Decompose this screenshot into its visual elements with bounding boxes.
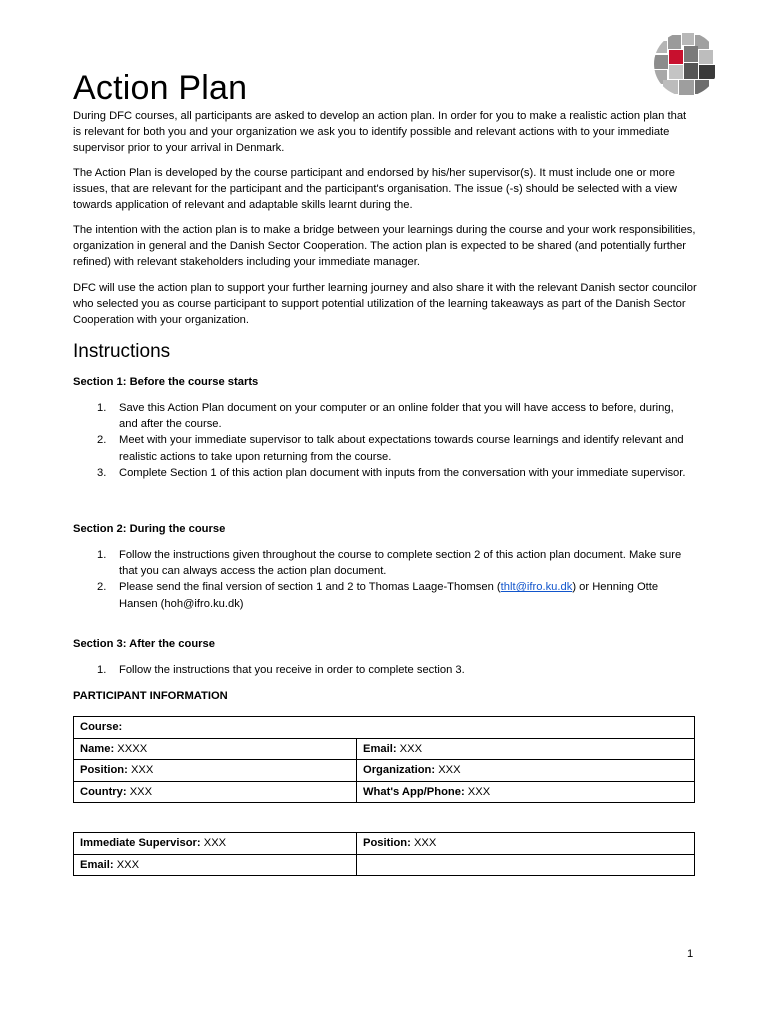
empty-cell[interactable] (357, 854, 695, 876)
course-cell[interactable]: Course: (74, 717, 695, 739)
list-item: 3. Complete Section 1 of this action plan document with inputs from the conversation with your immediate supervisor. (97, 466, 686, 479)
instructions-heading: Instructions (73, 341, 171, 362)
section3-heading: Section 3: After the course (73, 638, 215, 650)
list-item: 1. Follow the instructions given throughout the course to complete section 2 of this action plan document. Make sure that you can always access the action plan document. (97, 549, 682, 578)
email-link-thlt[interactable]: thlt@ifro.ku.dk (500, 581, 573, 594)
section3-list (73, 662, 689, 678)
list-item: 2. Meet with your immediate supervisor to talk about expectations towards course learnings and identify relevant and realistic actions to take upon returning from the course. (97, 434, 684, 463)
name-cell[interactable]: Name: XXXX (74, 738, 357, 760)
email-cell[interactable]: Email: XXX (357, 738, 695, 760)
intro-paragraph-1: During DFC courses, all participants are asked to develop an action plan. In order for you to make a realistic action plan that is relevant for both you and your organization we ask you to identify possible and relevant actions with to your immediate supervisor prior to your arrival in Denmark. (73, 110, 687, 155)
page-title: Action Plan (73, 69, 248, 107)
intro-paragraph-4: DFC will use the action plan to support your further learning journey and also share it with the relevant Danish sector councilor who selected you as course participant to support potential utilization of the learning takeaways as part of the Danish Sector Cooperation with your organization. (73, 282, 697, 327)
page-number: 1 (687, 948, 694, 960)
section1-list (73, 400, 689, 481)
position-cell[interactable]: Position: XXX (74, 760, 357, 782)
dfc-globe-logo (653, 31, 719, 97)
organization-cell[interactable]: Organization: XXX (357, 760, 695, 782)
table-row (74, 833, 695, 855)
section2-heading: Section 2: During the course (73, 523, 226, 535)
list-item: 1. Save this Action Plan document on your computer or an online folder that you will have access to before, during, and after the course. (97, 402, 674, 431)
table-row (74, 854, 695, 876)
supervisor-position-cell[interactable]: Position: XXX (357, 833, 695, 855)
table-row (74, 760, 695, 782)
table-row (74, 738, 695, 760)
intro-paragraph-3: The intention with the action plan is to make a bridge between your learnings during the course and your work responsibilities, organization in general and the Danish Sector Cooperation. The action plan is expected to be shared (and potentially further refined) with relevant stakeholders including your immediate manager. (73, 224, 696, 269)
supervisor-table (73, 832, 695, 876)
participant-info-heading: PARTICIPANT INFORMATION (73, 690, 228, 702)
country-cell[interactable]: Country: XXX (74, 781, 357, 803)
list-item: 2. Please send the final version of section 1 and 2 to Thomas Laage-Thomsen (thlt@ifro.ku.dk) or Henning Otte Hansen (hoh@ifro.ku.dk) (97, 581, 659, 610)
phone-cell[interactable]: What's App/Phone: XXX (357, 781, 695, 803)
table-row (74, 717, 695, 739)
participant-table (73, 716, 695, 803)
intro-paragraph-2: The Action Plan is developed by the course participant and endorsed by his/her supervisor(s). It must include one or more issues, that are relevant for the participant and the participant's organisation. The issue (-s) should be selected with a view towards application of relevant and adaptable skills learnt during the. (73, 167, 677, 212)
list-item: 1. Follow the instructions that you receive in order to complete section 3. (97, 664, 465, 676)
section1-heading: Section 1: Before the course starts (73, 376, 259, 388)
supervisor-email-cell[interactable]: Email: XXX (74, 854, 357, 876)
supervisor-cell[interactable]: Immediate Supervisor: XXX (74, 833, 357, 855)
table-row (74, 781, 695, 803)
section2-list (73, 547, 689, 612)
